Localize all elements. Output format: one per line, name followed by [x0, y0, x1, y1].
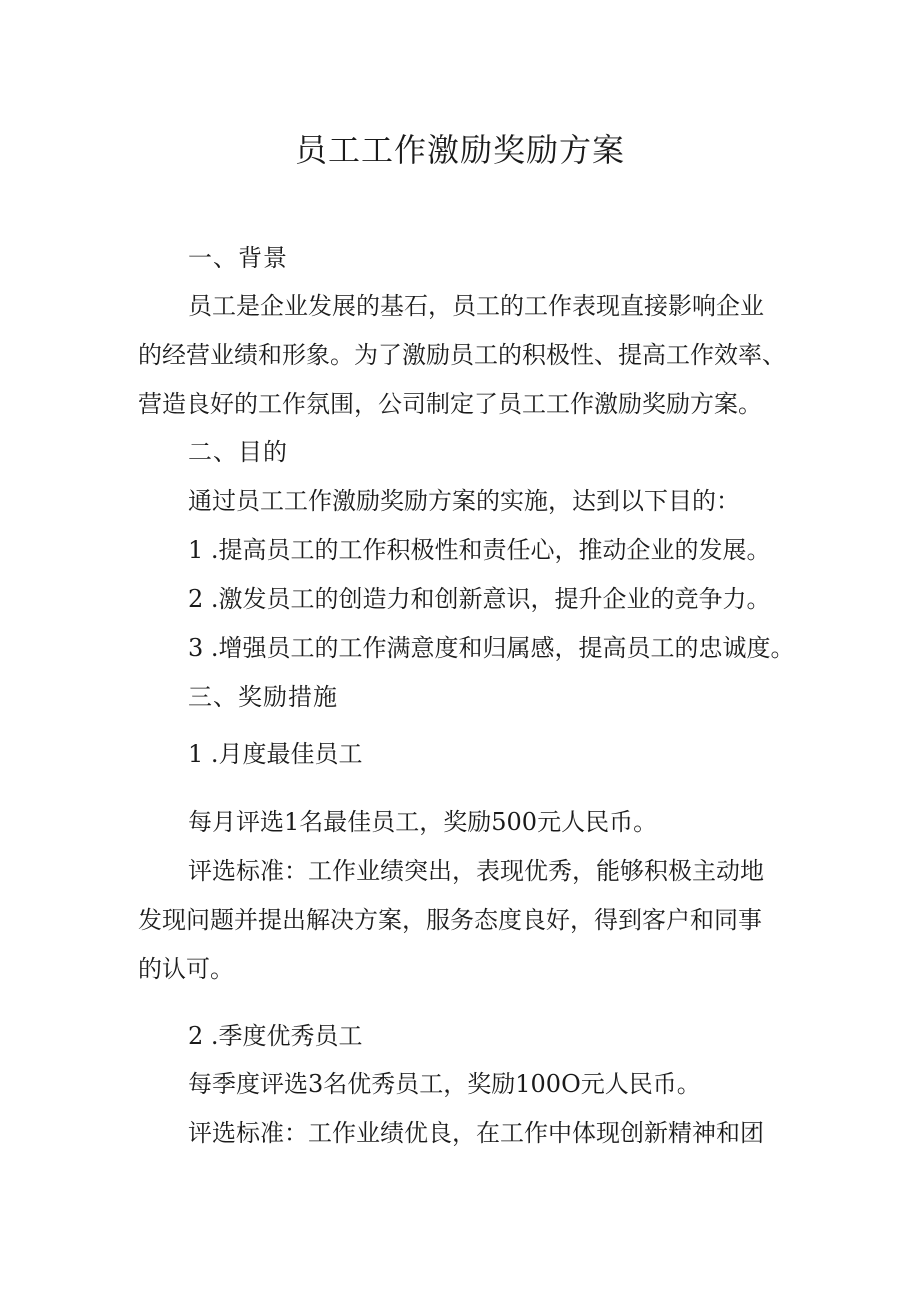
paragraph-line: 发现问题并提出解决方案，服务态度良好，得到客户和同事 [138, 906, 762, 934]
section-heading-background: 一、背景 [188, 244, 288, 272]
section-heading-purpose: 二、目的 [188, 438, 288, 466]
paragraph-line: 营造良好的工作氛围，公司制定了员工工作激励奖励方案。 [138, 390, 762, 418]
list-item: 1 .提高员工的工作积极性和责任心，推动企业的发展。 [188, 536, 771, 564]
paragraph-line: 的认可。 [138, 955, 234, 983]
paragraph-line: 通过员工工作激励奖励方案的实施，达到以下目的： [188, 487, 740, 515]
paragraph-line: 每月评选1名最佳员工，奖励500元人民币。 [188, 808, 658, 836]
subheading-quarterly: 2 .季度优秀员工 [188, 1022, 363, 1050]
list-item: 2 .激发员工的创造力和创新意识，提升企业的竞争力。 [188, 585, 771, 613]
paragraph-line: 每季度评选3名优秀员工，奖励100O元人民币。 [188, 1070, 701, 1098]
paragraph-line: 员工是企业发展的基石，员工的工作表现直接影响企业 [188, 292, 764, 320]
paragraph-line: 评选标准：工作业绩优良，在工作中体现创新精神和团 [188, 1119, 764, 1147]
document-title: 员工工作激励奖励方案 [294, 131, 625, 169]
list-item: 3 .增强员工的工作满意度和归属感，提高员工的忠诚度。 [188, 634, 795, 662]
paragraph-line: 的经营业绩和形象。为了激励员工的积极性、提高工作效率、 [138, 341, 786, 369]
section-heading-measures: 三、奖励措施 [188, 683, 338, 711]
paragraph-line: 评选标准：工作业绩突出，表现优秀，能够积极主动地 [188, 857, 764, 885]
subheading-monthly: 1 .月度最佳员工 [188, 740, 363, 768]
